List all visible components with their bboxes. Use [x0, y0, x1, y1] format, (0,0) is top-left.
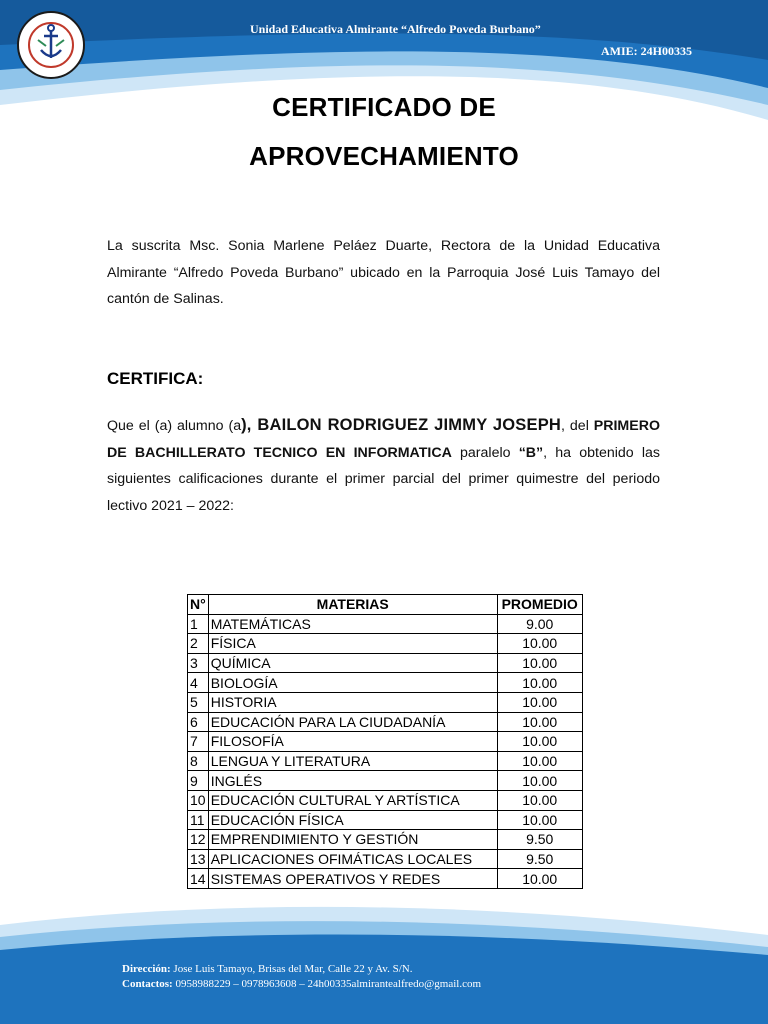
- intro-paragraph: La suscrita Msc. Sonia Marlene Peláez Duarte, Rectora de la Unidad Educativa Almirante “Alfredo Poveda Burbano” ubicado en la Parroquia José Luis Tamayo del cantón de Salinas.: [107, 238, 660, 307]
- table-row: [188, 810, 583, 830]
- row-subject: FILOSOFÍA: [208, 732, 497, 752]
- row-average: 10.00: [497, 634, 582, 654]
- body-text: paralelo: [451, 444, 519, 461]
- row-average: 9.50: [497, 830, 582, 850]
- footer-wave: [0, 895, 768, 1024]
- body-text: Que el (a) alumno (a: [107, 418, 242, 434]
- row-average: 10.00: [497, 692, 582, 712]
- table-row: [188, 830, 583, 850]
- address-label: Dirección:: [122, 963, 171, 975]
- row-number: 9: [188, 771, 209, 791]
- body-text: , ha obtenido las siguientes calificaciones durante el primer parcial del primer quimestre del periodo lectivo 2021 – 2022:: [107, 444, 660, 514]
- row-average: 10.00: [497, 673, 582, 693]
- row-number: 14: [188, 869, 209, 889]
- row-number: 3: [188, 653, 209, 673]
- table-row: [188, 634, 583, 654]
- row-subject: SISTEMAS OPERATIVOS Y REDES: [208, 869, 497, 889]
- address-value: Jose Luis Tamayo, Brisas del Mar, Calle 22 y Av. S/N.: [170, 963, 413, 975]
- course-name: PRIMERO DE BACHILLERATO TECNICO EN INFORMATICA: [107, 418, 660, 461]
- header-number: N°: [188, 595, 209, 615]
- row-number: 8: [188, 751, 209, 771]
- row-average: 10.00: [497, 810, 582, 830]
- student-name: ), BAILON RODRIGUEZ JIMMY JOSEPH: [241, 416, 562, 434]
- certification-paragraph: [107, 412, 660, 519]
- row-number: 11: [188, 810, 209, 830]
- table-row: [188, 614, 583, 634]
- row-number: 12: [188, 830, 209, 850]
- table-row: [188, 732, 583, 752]
- footer-contacts: [122, 978, 481, 990]
- table-row: [188, 751, 583, 771]
- row-number: 6: [188, 712, 209, 732]
- grades-table: [187, 594, 583, 889]
- table-row: [188, 692, 583, 712]
- table-row: [188, 653, 583, 673]
- row-subject: HISTORIA: [208, 692, 497, 712]
- paralelo-value: “B”: [518, 444, 544, 461]
- row-subject: EDUCACIÓN CULTURAL Y ARTÍSTICA: [208, 790, 497, 810]
- header-subject: MATERIAS: [208, 595, 497, 615]
- row-subject: BIOLOGÍA: [208, 673, 497, 693]
- row-subject: MATEMÁTICAS: [208, 614, 497, 634]
- row-subject: EDUCACIÓN FÍSICA: [208, 810, 497, 830]
- footer-address: [122, 963, 412, 975]
- amie-code: AMIE: 24H00335: [601, 44, 692, 58]
- body-text: , del: [561, 418, 594, 434]
- certifica-heading: CERTIFICA:: [107, 369, 204, 388]
- table-header-row: [188, 595, 583, 615]
- table-row: [188, 869, 583, 889]
- row-average: 9.50: [497, 849, 582, 869]
- table-row: [188, 712, 583, 732]
- row-average: 9.00: [497, 614, 582, 634]
- row-number: 10: [188, 790, 209, 810]
- row-number: 5: [188, 692, 209, 712]
- row-number: 7: [188, 732, 209, 752]
- table-row: [188, 849, 583, 869]
- row-average: 10.00: [497, 732, 582, 752]
- row-number: 4: [188, 673, 209, 693]
- header-average: PROMEDIO: [497, 595, 582, 615]
- contacts-value: 0958988229 – 0978963608 – 24h00335almirantealfredo@gmail.com: [172, 978, 482, 990]
- school-name: Unidad Educativa Almirante “Alfredo Poveda Burbano”: [250, 22, 541, 36]
- row-number: 1: [188, 614, 209, 634]
- row-subject: EMPRENDIMIENTO Y GESTIÓN: [208, 830, 497, 850]
- row-average: 10.00: [497, 790, 582, 810]
- row-average: 10.00: [497, 751, 582, 771]
- table-row: [188, 673, 583, 693]
- row-average: 10.00: [497, 869, 582, 889]
- certificate-title-line2: APROVECHAMIENTO: [249, 141, 519, 171]
- row-number: 13: [188, 849, 209, 869]
- row-subject: FÍSICA: [208, 634, 497, 654]
- row-average: 10.00: [497, 712, 582, 732]
- row-subject: EDUCACIÓN PARA LA CIUDADANÍA: [208, 712, 497, 732]
- row-subject: QUÍMICA: [208, 653, 497, 673]
- table-row: [188, 771, 583, 791]
- row-average: 10.00: [497, 771, 582, 791]
- certificate-title-line1: CERTIFICADO DE: [272, 92, 496, 122]
- school-logo: [16, 10, 86, 80]
- row-subject: LENGUA Y LITERATURA: [208, 751, 497, 771]
- row-average: 10.00: [497, 653, 582, 673]
- row-number: 2: [188, 634, 209, 654]
- row-subject: INGLÉS: [208, 771, 497, 791]
- table-row: [188, 790, 583, 810]
- row-subject: APLICACIONES OFIMÁTICAS LOCALES: [208, 849, 497, 869]
- contacts-label: Contactos:: [122, 978, 173, 990]
